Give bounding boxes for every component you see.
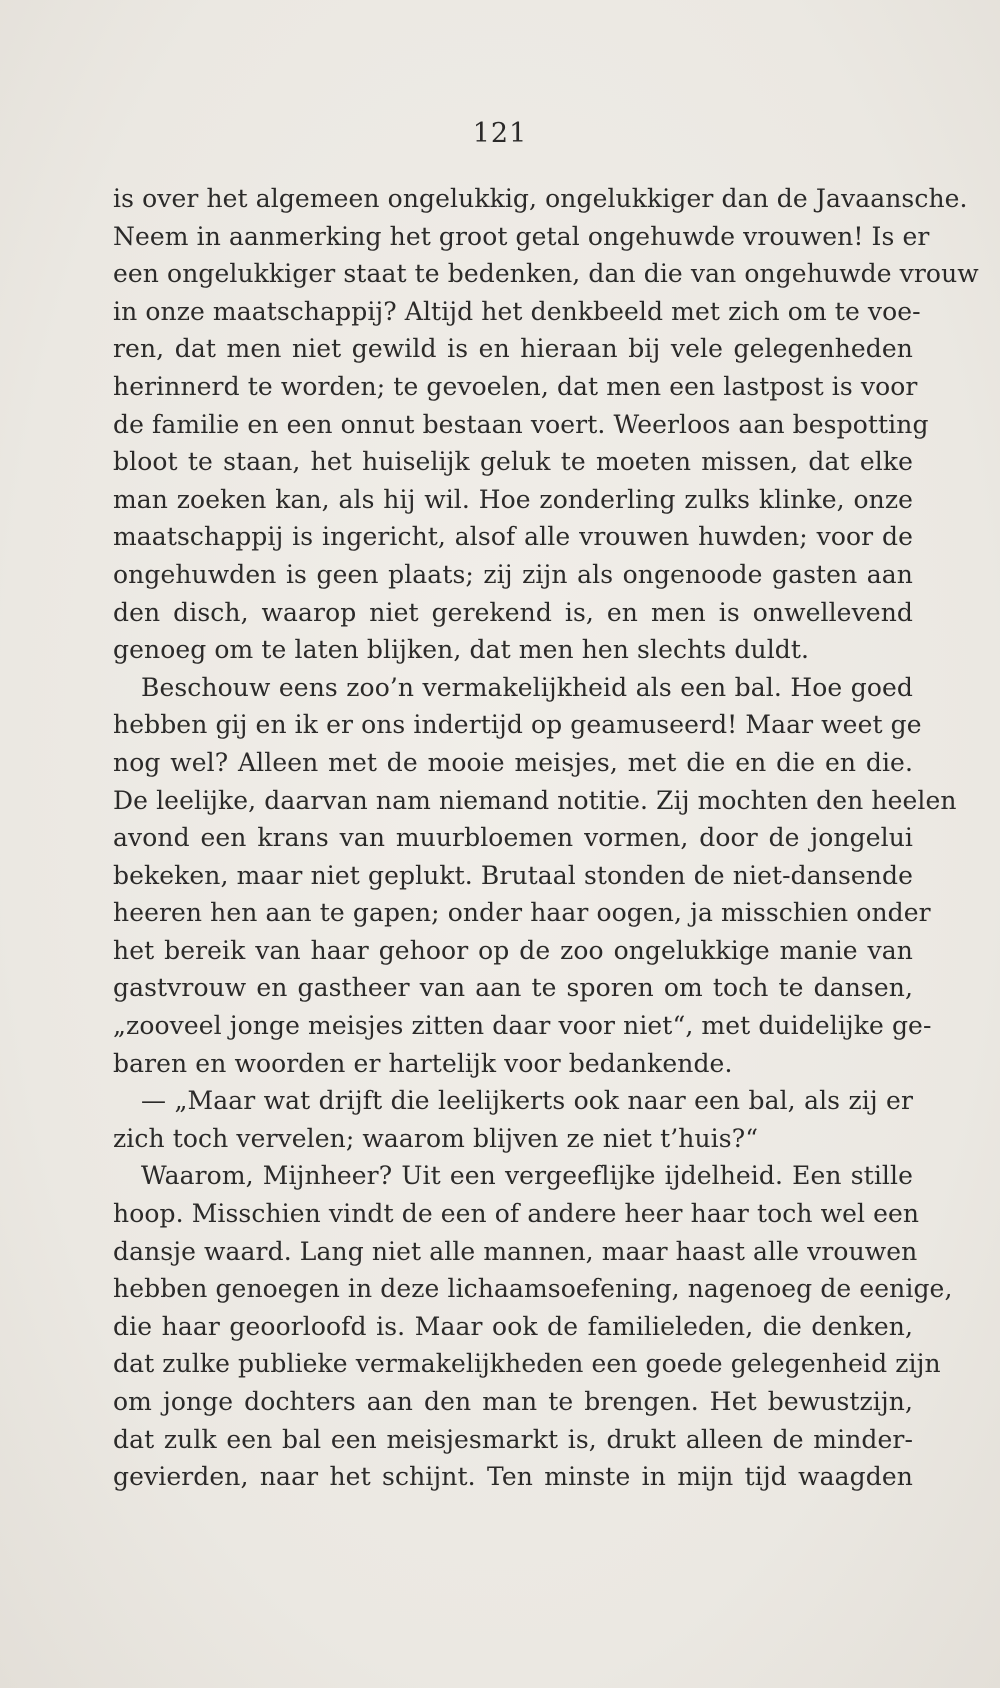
text-line: heeren hen aan te gapen; onder haar oogen, ja misschien onder bbox=[113, 898, 931, 928]
text-line: bloot te staan, het huiselijk geluk te moeten missen, dat elke bbox=[113, 447, 913, 477]
text-line: „zooveel jonge meisjes zitten daar voor niet“, met duidelijke ge- bbox=[113, 1011, 932, 1041]
text-line: — „Maar wat drijft die leelijkerts ook naar een bal, als zij er bbox=[141, 1086, 913, 1116]
text-line: Beschouw eens zoo’n vermakelijkheid als een bal. Hoe goed bbox=[141, 672, 913, 702]
page-number: 121 bbox=[472, 118, 528, 149]
text-line: om jonge dochters aan den man te brengen. Het bewustzijn, bbox=[113, 1387, 913, 1416]
text-line: zich toch vervelen; waarom blijven ze niet t’huis?“ bbox=[113, 1123, 759, 1153]
text-line: is over het algemeen ongelukkig, ongelukkiger dan de Javaansche. bbox=[113, 184, 968, 213]
text-line: dansje waard. Lang niet alle mannen, maar haast alle vrouwen bbox=[113, 1236, 918, 1266]
text-line: de familie en een onnut bestaan voert. Weerloos aan bespotting bbox=[113, 409, 929, 439]
text-line: het bereik van haar gehoor op de zoo ongelukkige manie van bbox=[113, 935, 913, 965]
text-line: een ongelukkiger staat te bedenken, dan die van ongehuwde vrouw bbox=[113, 259, 979, 289]
text-line: gevierden, naar het schijnt. Ten minste in mijn tijd waagden bbox=[113, 1462, 913, 1492]
text-line: Waarom, Mijnheer? Uit een vergeeflijke ijdelheid. Een stille bbox=[141, 1161, 913, 1191]
text-line: hebben genoegen in deze lichaamsoefening, nagenoeg de eenige, bbox=[113, 1274, 953, 1304]
text-line: in onze maatschappij? Altijd het denkbeeld met zich om te voe- bbox=[113, 296, 921, 326]
text-line: die haar geoorloofd is. Maar ook de familieleden, die denken, bbox=[113, 1311, 913, 1341]
text-line: dat zulk een bal een meisjesmarkt is, drukt alleen de minder- bbox=[113, 1424, 913, 1454]
body-text bbox=[113, 180, 979, 1496]
text-line: herinnerd te worden; te gevoelen, dat men een lastpost is voor bbox=[113, 371, 918, 401]
text-line: Neem in aanmerking het groot getal ongehuwde vrouwen! Is er bbox=[113, 221, 930, 251]
text-line: baren en woorden er hartelijk voor bedankende. bbox=[113, 1048, 733, 1078]
text-line: bekeken, maar niet geplukt. Brutaal stonden de niet-dansende bbox=[113, 860, 913, 890]
text-line: den disch, waarop niet gerekend is, en men is onwellevend bbox=[113, 597, 913, 627]
text-line: ongehuwden is geen plaats; zij zijn als ongenoode gasten aan bbox=[113, 559, 913, 589]
text-line: hebben gij en ik er ons indertijd op geamuseerd! Maar weet ge bbox=[113, 710, 922, 740]
text-line: gastvrouw en gastheer van aan te sporen om toch te dansen, bbox=[113, 973, 913, 1003]
text-line: dat zulke publieke vermakelijkheden een goede gelegenheid zijn bbox=[113, 1349, 941, 1379]
text-line: ren, dat men niet gewild is en hieraan bij vele gelegenheden bbox=[113, 334, 913, 364]
text-line: hoop. Misschien vindt de een of andere heer haar toch wel een bbox=[113, 1199, 920, 1229]
text-line: maatschappij is ingericht, alsof alle vrouwen huwden; voor de bbox=[113, 522, 913, 552]
text-line: genoeg om te laten blijken, dat men hen slechts duldt. bbox=[113, 635, 810, 665]
text-line: man zoeken kan, als hij wil. Hoe zonderling zulks klinke, onze bbox=[113, 484, 913, 514]
text-line: nog wel? Alleen met de mooie meisjes, met die en die en die. bbox=[113, 747, 913, 777]
text-line: avond een krans van muurbloemen vormen, door de jongelui bbox=[113, 823, 913, 853]
text-line: De leelijke, daarvan nam niemand notitie. Zij mochten den heelen bbox=[113, 785, 957, 815]
